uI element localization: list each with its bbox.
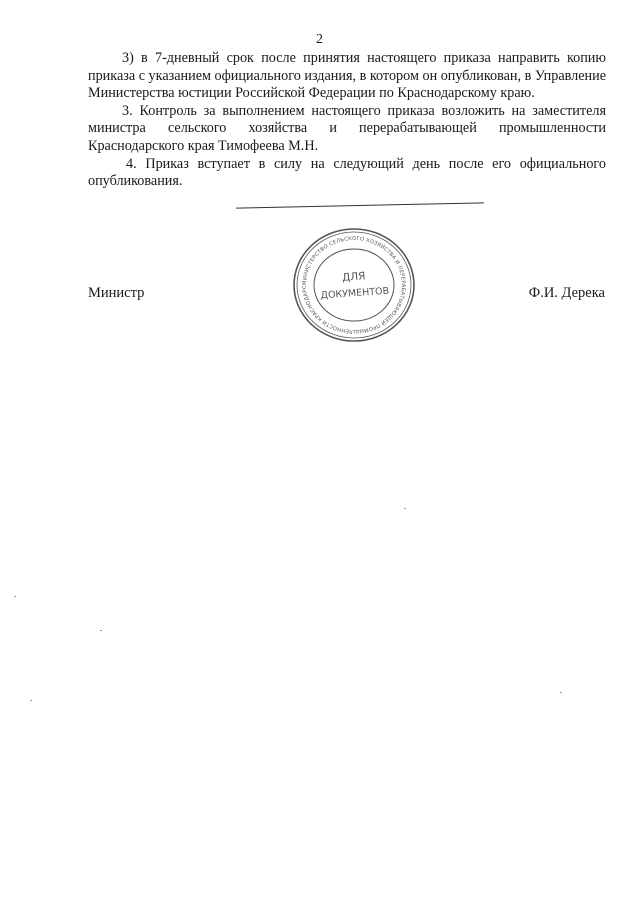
page-number: 2 — [316, 32, 323, 47]
signature-stroke — [236, 202, 484, 208]
scan-speck — [30, 700, 32, 701]
paragraph-clause-3-control: 3. Контроль за выполнением настоящего приказа возложить на заместителя министра сельского хозяйства и перерабатывающей промышленности Краснодарского края Тимофеева М.Н. — [88, 102, 606, 154]
seal-ring-text: МИНИСТЕРСТВО СЕЛЬСКОГО ХОЗЯЙСТВА И ПЕРЕРАБАТЫВАЮЩЕЙ ПРОМЫШЛЕННОСТИ КРАСНОДАРС — [301, 235, 407, 335]
paragraph-clause-3-subitem: 3) в 7-дневный срок после принятия настоящего приказа направить копию приказа с указанием официального издания, в котором он опубликован, в Управление Министерства юстиции Российской Федерации по Краснодарскому краю. — [88, 50, 607, 102]
signer-name: Ф.И. Дерека — [528, 285, 605, 301]
scan-speck — [100, 630, 102, 631]
scan-speck — [404, 508, 406, 509]
seal-graphic — [291, 226, 417, 344]
scan-speck — [14, 596, 16, 597]
order-text — [88, 50, 606, 191]
seal-text-line1: ДЛЯ — [341, 270, 366, 284]
paragraph-clause-4-effective: 4. Приказ вступает в силу на следующий день после его официального опубликования. — [88, 155, 606, 190]
seal-text-line2: ДОКУМЕНТОВ — [320, 285, 390, 302]
official-seal-stamp — [291, 226, 417, 344]
signer-title: Министр — [88, 285, 145, 301]
scan-speck — [560, 692, 562, 693]
